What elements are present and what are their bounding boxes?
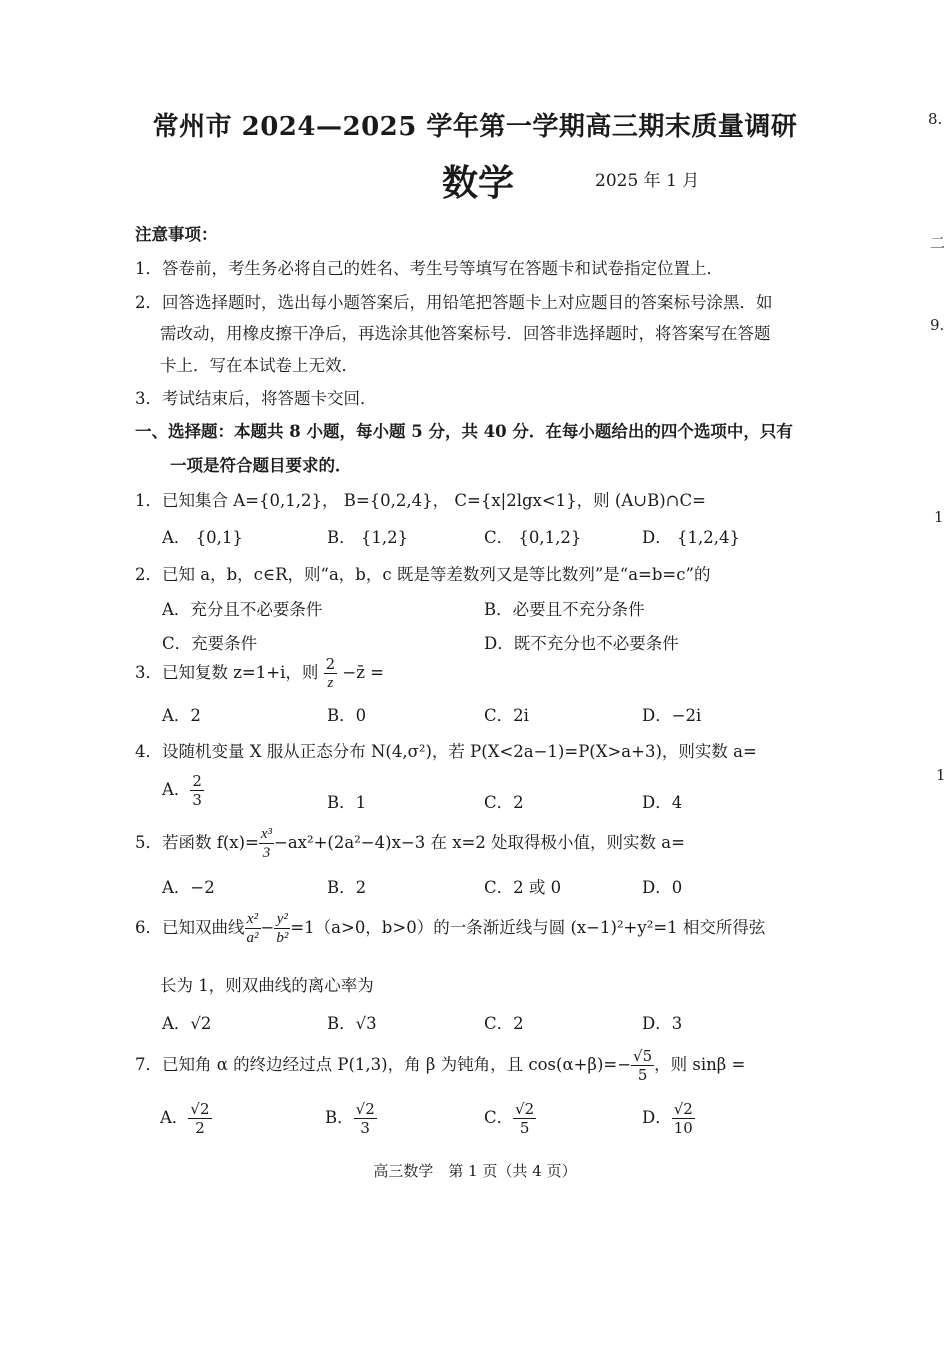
q4-a-num: 2	[192, 772, 202, 790]
q4-option-a	[162, 772, 204, 809]
q7-option-c-label: C．	[484, 1108, 514, 1127]
note-2c: 卡上．写在本试卷上无效．	[160, 356, 358, 375]
q4-stem: 4．设随机变量 X 服从正态分布 N(4,σ²)，若 P(X<2a−1)=P(X>a+3)，则实数 a=	[135, 742, 757, 761]
q4-option-c: C．2	[484, 793, 524, 812]
q7-option-a	[160, 1100, 212, 1137]
q2-option-b: B．必要且不充分条件	[484, 600, 645, 619]
q6-frac2-num: y²	[274, 910, 290, 929]
q1-option-b: B． {1,2}	[327, 528, 409, 547]
q2-option-d: D．既不充分也不必要条件	[484, 634, 679, 653]
q6-option-b: B．√3	[327, 1014, 377, 1033]
q7-option-a-fraction	[188, 1100, 211, 1137]
q3-frac-den: z	[327, 675, 334, 691]
q3-stem	[135, 655, 384, 692]
q4-option-b: B．1	[327, 793, 367, 812]
q5-option-c: C．2 或 0	[484, 878, 562, 897]
q3-stem-post: −z̄ =	[342, 663, 385, 682]
q1-option-c: C． {0,1,2}	[484, 528, 582, 547]
exam-title: 常州市 2024—2025 学年第一学期高三期末质量调研	[152, 112, 798, 142]
edge-fragment-2: 二	[930, 234, 946, 252]
q3-fraction	[324, 655, 338, 692]
q7-stem	[135, 1047, 745, 1084]
page-footer: 高三数学 第 1 页（共 4 页）	[373, 1162, 577, 1180]
q7-option-a-label: A．	[160, 1108, 189, 1127]
q5-stem-post: −ax²+(2a²−4)x−3 在 x=2 处取得极小值，则实数 a=	[274, 833, 685, 852]
q5-option-a: A．−2	[162, 878, 215, 897]
section-heading-a: 一、选择题：本题共 8 小题，每小题 5 分，共 40 分．在每小题给出的四个选项中，只有	[135, 422, 793, 441]
q6-fraction-x	[245, 910, 261, 947]
q7-d-den: 10	[673, 1119, 693, 1137]
q6-frac2-den: b²	[276, 930, 289, 946]
q2-stem: 2．已知 a，b，c∈R，则“a，b，c 既是等差数列又是等比数列”是“a=b=c”的	[135, 565, 711, 584]
q7-c-num: √2	[515, 1100, 535, 1118]
q3-stem-pre: 3．已知复数 z=1+i，则	[135, 663, 319, 682]
q7-b-num: √2	[355, 1100, 375, 1118]
exam-date: 2025 年 1 月	[595, 171, 700, 191]
note-2b: 需改动，用橡皮擦干净后，再选涂其他答案标号．回答非选择题时，将答案写在答题	[160, 324, 771, 343]
q5-frac-den: 3	[262, 845, 271, 861]
q6-stem-post: =1（a>0，b>0）的一条渐近线与圆 (x−1)²+y²=1 相交所得弦	[290, 918, 766, 937]
q7-b-den: 3	[360, 1119, 370, 1137]
q7-option-c-fraction	[513, 1100, 536, 1137]
q6-option-a: A．√2	[162, 1014, 212, 1033]
q1-stem: 1．已知集合 A={0,1,2}， B={0,2,4}， C={x|2lgx<1}，则 (A∪B)∩C=	[135, 491, 706, 510]
edge-fragment-1: 8.	[928, 110, 943, 128]
q4-option-d: D．4	[642, 793, 683, 812]
notes-heading: 注意事项：	[135, 225, 218, 244]
q7-option-d-fraction	[672, 1100, 695, 1137]
q3-frac-num: 2	[325, 655, 336, 673]
subject-title: 数学	[442, 162, 515, 204]
q6-minus: −	[260, 918, 275, 937]
q5-stem-pre: 5．若函数 f(x)=	[135, 833, 259, 852]
q7-frac-num: √5	[633, 1047, 653, 1065]
q7-c-den: 5	[519, 1119, 530, 1137]
edge-fragment-4: 1	[934, 508, 944, 526]
q7-option-c	[484, 1100, 536, 1137]
q7-option-d	[642, 1100, 695, 1137]
edge-fragment-3: 9.	[930, 316, 945, 334]
q3-option-b: B．0	[327, 706, 367, 725]
q7-option-b	[325, 1100, 377, 1137]
q2-option-a: A．充分且不必要条件	[162, 600, 323, 619]
q6-stem	[135, 910, 765, 947]
edge-fragment-5: 1	[936, 766, 946, 784]
q1-option-d: D． {1,2,4}	[642, 528, 740, 547]
q6-fraction-y	[274, 910, 290, 947]
q7-a-num: √2	[190, 1100, 210, 1118]
q7-option-b-fraction	[354, 1100, 377, 1137]
q5-stem	[135, 825, 685, 862]
q3-option-c: C．2i	[484, 706, 529, 725]
note-3: 3．考试结束后，将答题卡交回．	[135, 389, 377, 408]
note-1: 1．答卷前，考生务必将自己的姓名、考生号等填写在答题卡和试卷指定位置上．	[135, 259, 723, 278]
q7-fraction	[631, 1047, 654, 1084]
q4-a-den: 3	[192, 791, 202, 809]
q6-frac1-den: a²	[246, 930, 259, 946]
q3-option-a: A．2	[162, 706, 201, 725]
q6-option-d: D．3	[642, 1014, 683, 1033]
q1-option-a: A． {0,1}	[162, 528, 243, 547]
q6-option-c: C．2	[484, 1014, 524, 1033]
q4-option-a-fraction	[190, 772, 204, 809]
q7-stem-post: ，则 sinβ =	[654, 1055, 746, 1074]
note-2a: 2．回答选择题时，选出每小题答案后，用铅笔把答题卡上对应题目的答案标号涂黑．如	[135, 293, 773, 312]
q2-option-c: C．充要条件	[162, 634, 258, 653]
q5-frac-num: x³	[260, 826, 273, 842]
q7-d-num: √2	[673, 1100, 693, 1118]
q6-stem-pre: 6．已知双曲线	[135, 918, 245, 937]
section-heading-b: 一项是符合题目要求的．	[170, 456, 352, 475]
q6-stem-line2: 长为 1，则双曲线的离心率为	[160, 976, 374, 995]
q7-option-d-label: D．	[642, 1108, 672, 1127]
q7-option-b-label: B．	[325, 1108, 354, 1127]
q3-option-d: D．−2i	[642, 706, 702, 725]
q5-option-d: D．0	[642, 878, 683, 897]
q4-option-a-label: A．	[162, 780, 191, 799]
q6-frac1-num: x²	[245, 910, 261, 929]
q5-fraction	[259, 825, 274, 862]
q7-stem-pre: 7．已知角 α 的终边经过点 P(1,3)，角 β 为钝角，且 cos(α+β)=−	[135, 1055, 632, 1074]
q7-a-den: 2	[195, 1119, 205, 1137]
q5-option-b: B．2	[327, 878, 367, 897]
q7-frac-den: 5	[637, 1066, 648, 1084]
